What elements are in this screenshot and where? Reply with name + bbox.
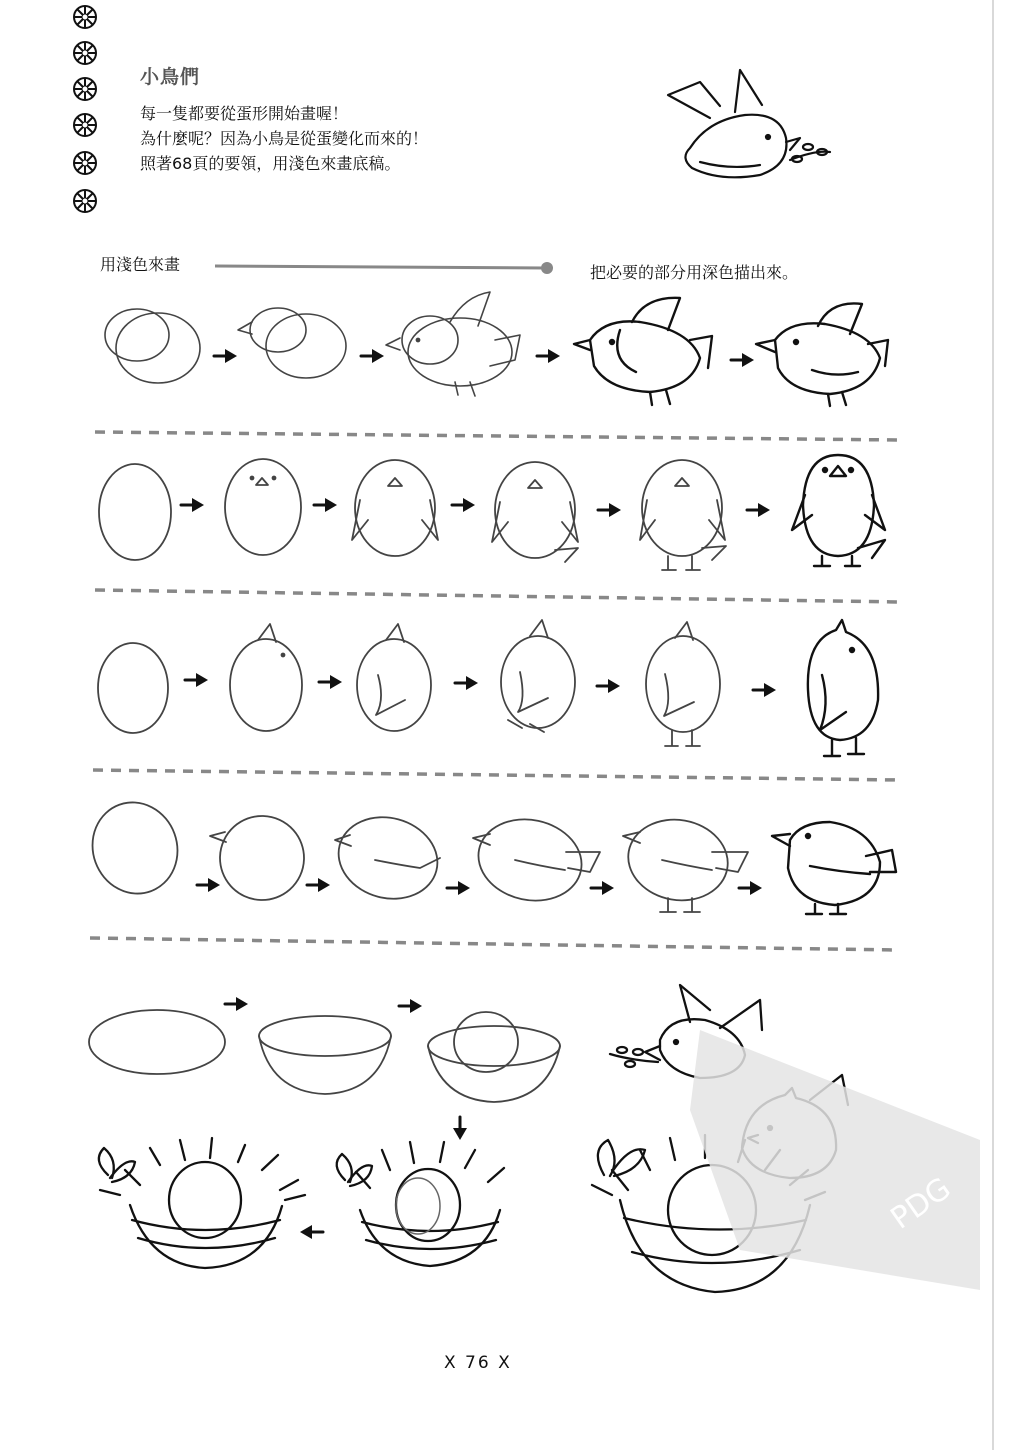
stamp-text: PDG — [884, 1170, 958, 1237]
page-number: X 76 X — [444, 1353, 512, 1373]
egg-stage-1 — [98, 643, 168, 733]
side-chick-row — [98, 620, 878, 756]
section-divider — [95, 432, 900, 440]
right-arrow-icon — [591, 881, 614, 895]
left-arrow-icon — [300, 1225, 323, 1239]
dark-outline-label: 把必要的部分用深色描出來。 — [590, 263, 799, 282]
perched-bird-row — [80, 790, 896, 914]
side-chick-stage-2 — [230, 624, 302, 731]
perched-stage-2 — [208, 804, 316, 912]
egg-stage-1 — [99, 464, 171, 560]
side-chick-stage-4 — [501, 620, 575, 732]
right-arrow-icon — [753, 683, 776, 697]
progress-guide-line — [215, 266, 545, 268]
side-chick-stage-5 — [646, 622, 720, 746]
right-arrow-icon — [314, 498, 337, 512]
front-chick-row — [99, 455, 885, 570]
right-arrow-icon — [597, 679, 620, 693]
light-sketch-label: 用淺色來畫 — [100, 255, 181, 274]
right-arrow-icon — [197, 878, 220, 892]
nest-stage-middle — [337, 1142, 504, 1266]
chick-stage-2 — [225, 459, 301, 555]
chick-stage-4 — [492, 462, 578, 562]
egg-stage-1 — [80, 790, 190, 905]
nest-stage-3 — [428, 1012, 560, 1102]
section-divider — [90, 938, 895, 950]
nest-stage-2 — [259, 1016, 391, 1094]
right-arrow-icon — [399, 999, 422, 1013]
stage-sketch-3 — [386, 292, 520, 396]
stage-sketch-1 — [105, 309, 200, 383]
intro-line: 每一隻都要從蛋形開始畫喔！ — [140, 104, 349, 123]
stage-outline-4 — [574, 298, 712, 405]
section-divider — [93, 770, 900, 780]
page-title: 小鳥們 — [140, 66, 201, 88]
right-arrow-icon — [747, 503, 770, 517]
chick-stage-final — [792, 455, 885, 566]
right-arrow-icon — [537, 349, 560, 363]
intro-line: 照著68頁的要領，用淺色來畫底稿。 — [140, 154, 401, 173]
perched-stage-5 — [622, 812, 748, 912]
intro-line: 為什麼呢？因為小鳥是從蛋變化而來的！ — [140, 129, 429, 148]
perched-final — [772, 822, 896, 914]
right-arrow-icon — [452, 498, 475, 512]
right-arrow-icon — [181, 498, 204, 512]
right-arrow-icon — [731, 353, 754, 367]
right-arrow-icon — [307, 878, 330, 892]
watermark-stamp — [680, 990, 1000, 1310]
right-arrow-icon — [185, 673, 208, 687]
perched-stage-4 — [471, 810, 600, 910]
right-arrow-icon — [225, 997, 248, 1011]
chick-stage-5 — [640, 460, 726, 570]
chick-stage-3 — [352, 460, 438, 556]
right-arrow-icon — [447, 881, 470, 895]
stage-final-5 — [756, 303, 888, 406]
side-chick-final — [808, 620, 878, 756]
side-chick-stage-3 — [357, 624, 431, 731]
nest-final-left — [99, 1138, 305, 1268]
down-arrow-icon — [453, 1117, 467, 1140]
header-flying-bird — [668, 70, 830, 177]
section-divider — [95, 590, 900, 602]
right-arrow-icon — [739, 881, 762, 895]
right-arrow-icon — [319, 675, 342, 689]
right-arrow-icon — [361, 349, 384, 363]
stage-sketch-2 — [238, 308, 346, 378]
perched-stage-3 — [329, 806, 446, 909]
progress-guide-end — [541, 262, 553, 274]
right-arrow-icon — [598, 503, 621, 517]
nest-stage-1 — [89, 1010, 225, 1074]
right-arrow-icon — [214, 349, 237, 363]
right-arrow-icon — [455, 676, 478, 690]
flying-bird-row — [105, 292, 888, 406]
